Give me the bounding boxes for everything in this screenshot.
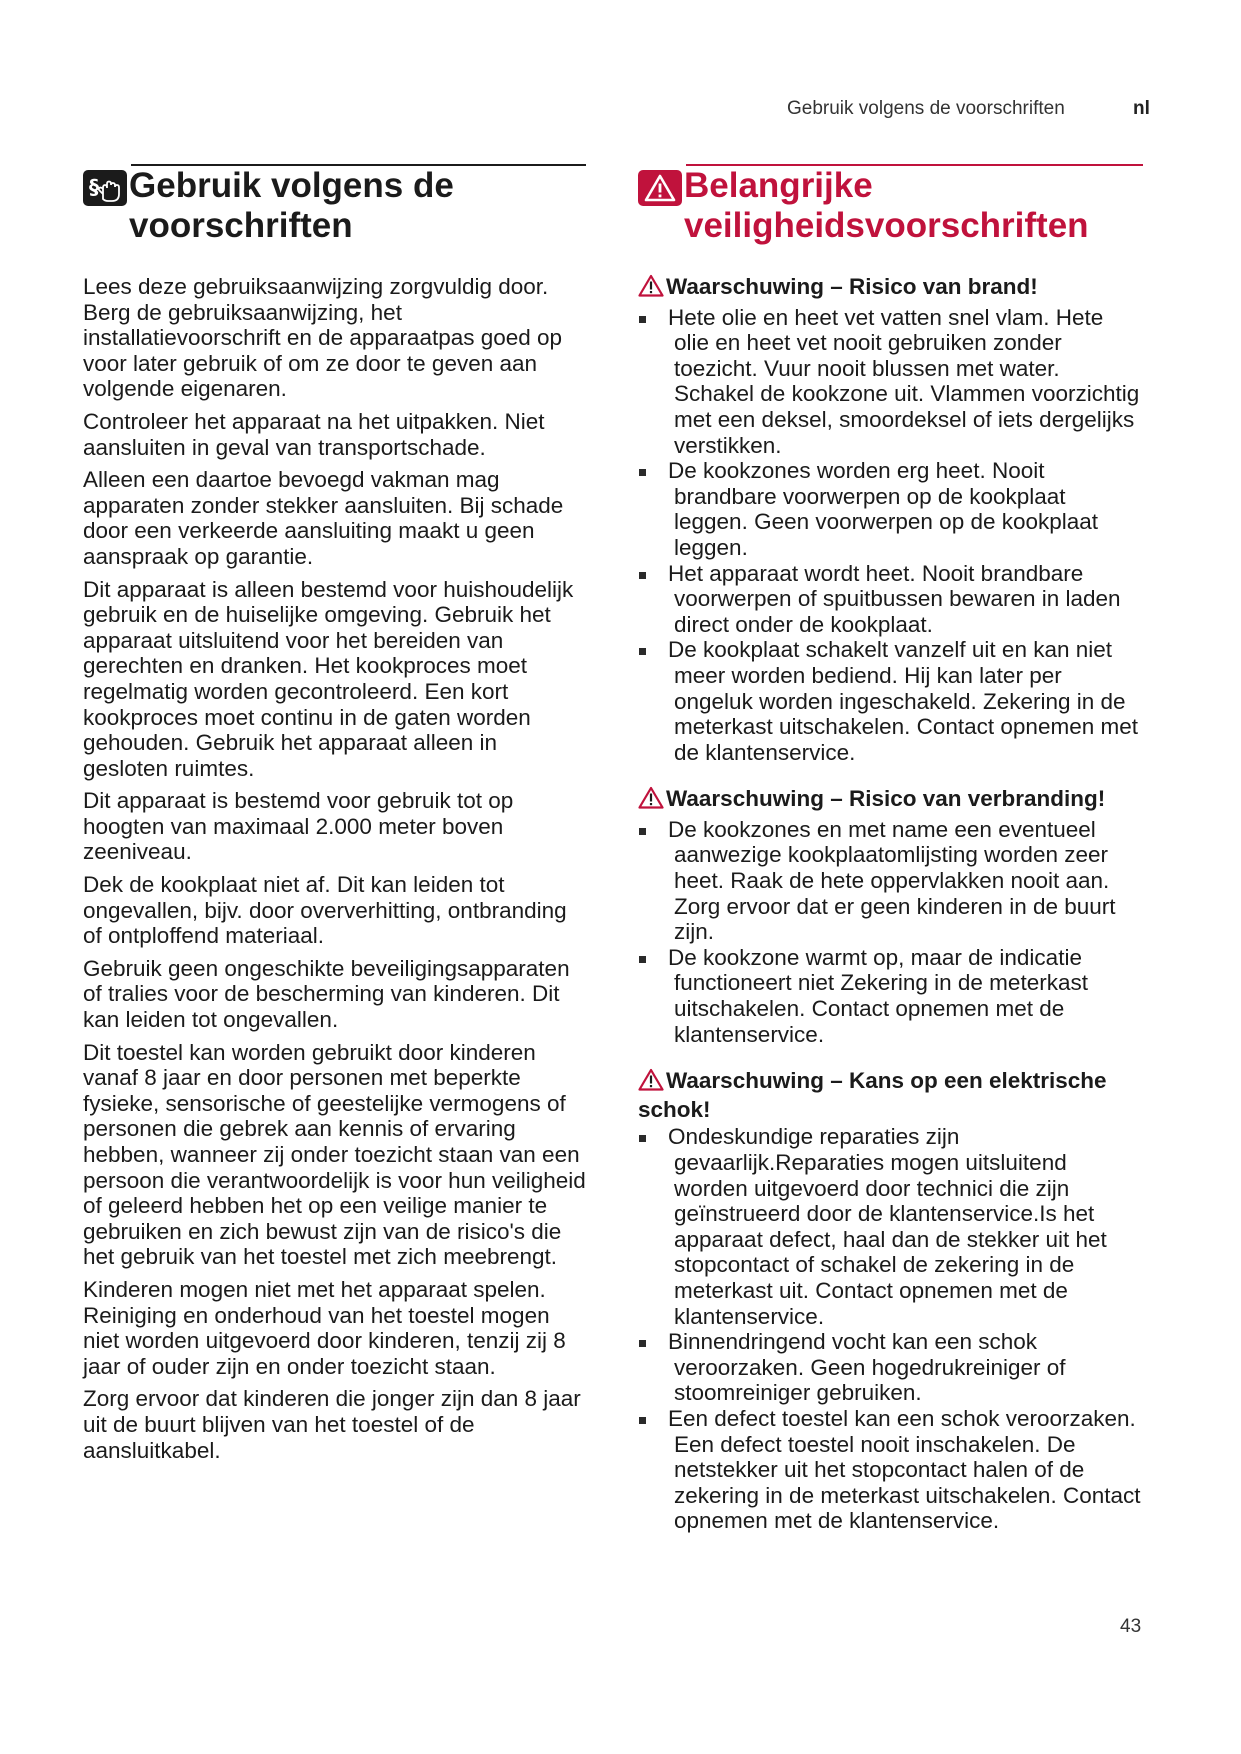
safety-body bbox=[638, 274, 1143, 1534]
list-item-text: De kookzones worden erg heet. Nooit brandbare voorwerpen op de kookplaat leggen. Geen voorwerpen op de kookplaat leggen. bbox=[668, 458, 1099, 560]
bullet-square-icon bbox=[639, 1417, 646, 1424]
usage-hand-icon bbox=[83, 170, 127, 206]
list-item bbox=[638, 458, 1143, 560]
list-item-text: De kookzones en met name een eventueel aanwezige kookplaatomlijsting worden zeer heet. Raak de hete oppervlakken nooit aan. Zorg ervoor dat er geen kinderen in de buurt zijn. bbox=[668, 816, 1116, 945]
bullet-square-icon bbox=[639, 469, 646, 476]
warning-heading-text: Waarschuwing – Risico van brand! bbox=[666, 274, 1038, 299]
list-item bbox=[638, 637, 1143, 765]
list-item-text: Hete olie en heet vet vatten snel vlam. Hete olie en heet vet nooit gebruiken zonder toezicht. Vuur nooit blussen met water. Schakel de kookzone uit. Vlammen voorzichtig met een deksel, smoordeksel of iets dergelijks verstikken. bbox=[668, 304, 1140, 458]
body-paragraph: Kinderen mogen niet met het apparaat spelen. Reiniging en onderhoud van het toestel mogen niet worden uitgevoerd door kinderen, tenzij zij 8 jaar of ouder zijn en onder toezicht staan. bbox=[83, 1276, 566, 1379]
list-item-text: De kookplaat schakelt vanzelf uit en kan niet meer worden bediend. Hij kan later per ongeluk worden ingeschakeld. Zekering in de meterkast uitschakelen. Contact opnemen met de klantenservice. bbox=[668, 637, 1138, 765]
warning-heading-text: Waarschuwing – Risico van verbranding! bbox=[666, 786, 1106, 812]
warning-triangle-icon bbox=[638, 170, 682, 206]
svg-text:§: § bbox=[89, 175, 99, 199]
bullet-square-icon bbox=[639, 1340, 646, 1347]
page-header bbox=[0, 98, 1241, 122]
section-title-text: Gebruik volgens de voorschriften bbox=[129, 166, 454, 245]
list-item bbox=[638, 305, 1143, 459]
list-item bbox=[638, 817, 1143, 945]
running-header-title: Gebruik volgens de voorschriften bbox=[787, 98, 1065, 119]
warning-heading-text: Waarschuwing – Kans op een elektrische schok! bbox=[638, 1068, 1107, 1122]
list-item bbox=[638, 1329, 1143, 1406]
page-number: 43 bbox=[1120, 1616, 1142, 1637]
body-paragraph: Controleer het apparaat na het uitpakken. Niet aansluiten in geval van transportschade. bbox=[83, 408, 545, 460]
body-paragraph: Lees deze gebruiksaanwijzing zorgvuldig door. Berg de gebruiksaanwijzing, het installatievoorschrift en de apparaatpas goed op voor later gebruik of om ze door te geven aan volgende eigenaren. bbox=[83, 274, 563, 402]
bullet-square-icon bbox=[639, 572, 646, 579]
usage-body bbox=[83, 274, 586, 1463]
warning-triangle-icon bbox=[638, 1068, 664, 1097]
bullet-square-icon bbox=[639, 956, 646, 963]
list-item-text: De kookzone warmt op, maar de indicatie functioneert niet Zekering in de meterkast uitschakelen. Contact opnemen met de klantenservice. bbox=[668, 944, 1088, 1047]
right-column bbox=[638, 164, 1143, 1555]
bullet-square-icon bbox=[639, 648, 646, 655]
body-paragraph: Dek de kookplaat niet af. Dit kan leiden tot ongevallen, bijv. door oververhitting, ontbranding of ontploffend materiaal. bbox=[83, 872, 567, 949]
list-item-text: Het apparaat wordt heet. Nooit brandbare voorwerpen of spuitbussen bewaren in laden direct onder de kookplaat. bbox=[668, 560, 1121, 637]
list-item-text: Binnendringend vocht kan een schok veroorzaken. Geen hogedrukreiniger of stoomreiniger gebruiken. bbox=[668, 1329, 1066, 1406]
warning-list bbox=[638, 1124, 1143, 1534]
left-column bbox=[83, 164, 586, 1470]
body-paragraph: Dit apparaat is bestemd voor gebruik tot op hoogten van maximaal 2.000 meter boven zeeniveau. bbox=[83, 788, 514, 865]
warning-heading bbox=[638, 274, 1143, 303]
list-item bbox=[638, 1406, 1143, 1534]
list-item-text: Ondeskundige reparaties zijn gevaarlijk.Reparaties mogen uitsluitend worden uitgevoerd door technici die zijn geïnstrueerd door de klantenservice.Is het apparaat defect, haal dan de stekker uit het stopcontact of schakel de zekering in de meterkast uit. Contact opnemen met de klantenservice. bbox=[668, 1124, 1107, 1329]
warning-list bbox=[638, 305, 1143, 766]
section-title-text: Belangrijke veiligheidsvoorschriften bbox=[684, 166, 1089, 245]
bullet-square-icon bbox=[639, 828, 646, 835]
body-paragraph: Zorg ervoor dat kinderen die jonger zijn dan 8 jaar uit de buurt blijven van het toestel of de aansluitkabel. bbox=[83, 1386, 581, 1463]
bullet-square-icon bbox=[639, 316, 646, 323]
body-paragraph: Dit toestel kan worden gebruikt door kinderen vanaf 8 jaar en door personen met beperkte fysieke, sensorische of geestelijke vermogens of personen die gebrek aan kennis of ervaring hebben, wanneer zij onder toezicht staan van een persoon die verantwoordelijk is voor hun veiligheid of geleerd hebben het op een veilige manier te gebruiken en zich bewust zijn van de risico's die het gebruik van het toestel met zich meebrengt. bbox=[83, 1039, 586, 1270]
body-paragraph: Dit apparaat is alleen bestemd voor huishoudelijk gebruik en de huiselijke omgeving. Gebruik het apparaat uitsluitend voor het bereiden van gerechten en dranken. Het kookproces moet regelmatig worden gecontroleerd. Een kort kookproces moet continu in de gaten worden gehouden. Gebruik het apparaat alleen in gesloten ruimtes. bbox=[83, 576, 574, 781]
list-item-text: Een defect toestel kan een schok veroorzaken. Een defect toestel nooit inschakelen. De netstekker uit het stopcontact halen of de zekering in de meterkast uitschakelen. Contact opnemen met de klantenservice. bbox=[668, 1405, 1141, 1534]
warning-heading bbox=[638, 786, 1143, 815]
list-item bbox=[638, 561, 1143, 638]
list-item bbox=[638, 945, 1143, 1047]
warning-list bbox=[638, 817, 1143, 1047]
list-item bbox=[638, 1124, 1143, 1329]
body-paragraph: Alleen een daartoe bevoegd vakman mag apparaten zonder stekker aansluiten. Bij schade door een verkeerde aansluiting maakt u geen aanspraak op garantie. bbox=[83, 467, 564, 569]
warning-triangle-icon bbox=[638, 274, 664, 303]
bullet-square-icon bbox=[639, 1135, 646, 1142]
language-code: nl bbox=[1133, 98, 1150, 119]
body-paragraph: Gebruik geen ongeschikte beveiligingsapparaten of tralies voor de bescherming van kinderen. Dit kan leiden tot ongevallen. bbox=[83, 955, 570, 1033]
warning-heading bbox=[638, 1068, 1143, 1122]
section-title-usage bbox=[83, 166, 586, 246]
section-title-safety bbox=[638, 166, 1143, 246]
warning-triangle-icon bbox=[638, 786, 664, 815]
